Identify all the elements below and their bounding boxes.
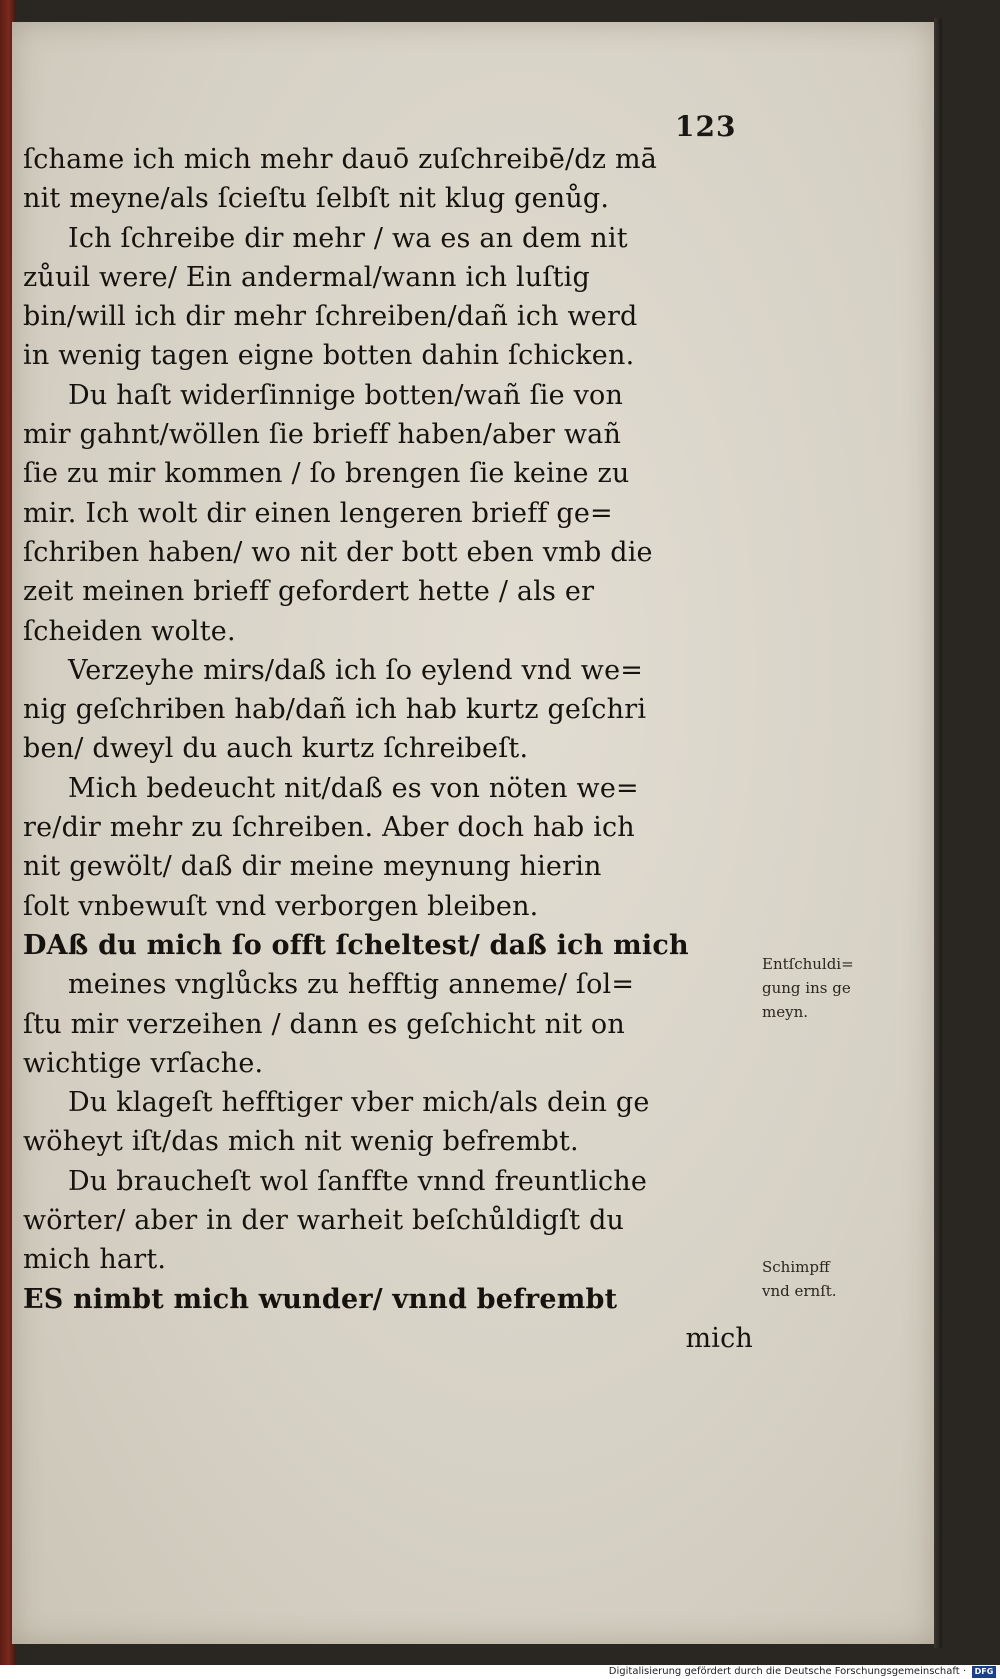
text-line: wöheyt iſt/das mich nit wenig befrembt. [23, 1126, 579, 1158]
text-line: meines vnglůcks zu hefftig anneme/ ſol= [68, 969, 635, 1001]
text-line: zeit meinen brieff gefordert hette / als er [23, 576, 595, 608]
text-line: ben/ dweyl du auch kurtz ſchreibeſt. [23, 733, 529, 765]
margin-note-line: vnd ernſt. [762, 1282, 837, 1300]
margin-note-line: Schimpff [762, 1258, 830, 1276]
text-line: ES nimbt mich wunder/ vnnd befrembt [23, 1283, 618, 1315]
text-line: mich hart. [23, 1244, 167, 1276]
text-line: Mich bedeucht nit/daß es von nöten we= [68, 772, 639, 804]
dfg-logo: DFG [972, 1666, 996, 1678]
text-line: ſie zu mir kommen / ſo brengen ſie keine zu [23, 458, 630, 490]
margin-note-line: Entſchuldi= [762, 955, 854, 973]
text-line: bin/will ich dir mehr ſchreiben/dañ ich werd [23, 301, 638, 333]
margin-note-schimpff [762, 1255, 902, 1303]
text-line: mich [685, 1322, 753, 1354]
text-line: ſcheiden wolte. [23, 615, 236, 647]
text-line: Du klageſt hefftiger vber mich/als dein ge [68, 1087, 650, 1119]
text-line: mir. Ich wolt dir einen lengeren brieff ge= [23, 497, 613, 529]
text-line: mir gahnt/wöllen ſie brieff haben/aber wañ [23, 419, 622, 451]
text-line: in wenig tagen eigne botten dahin ſchicken. [23, 340, 635, 372]
page-number: 123 [675, 110, 737, 143]
text-line: wichtige vrſache. [23, 1047, 264, 1079]
margin-note-entschuldigung [762, 952, 902, 1024]
text-line: nit gewölt/ daß dir meine meynung hierin [23, 851, 602, 883]
footer-credit: Digitalisierung gefördert durch die Deutsche Forschungsgemeinschaft · [608, 1666, 966, 1677]
text-line: DAß du mich ſo offt ſcheltest/ daß ich mich [23, 929, 689, 961]
text-line: ſolt vnbewuſt vnd verborgen bleiben. [23, 890, 539, 922]
text-line: re/dir mehr zu ſchreiben. Aber doch hab ich [23, 812, 635, 844]
text-line: Ich ſchreibe dir mehr / wa es an dem nit [68, 222, 628, 254]
text-line: Du haſt widerſinnige botten/wañ ſie von [68, 379, 624, 411]
body-text [23, 140, 753, 1358]
text-line: Du braucheſt wol ſanffte vnnd freuntliche [68, 1165, 648, 1197]
text-line: ſchame ich mich mehr dauō zuſchreibē/dz mā [23, 144, 658, 175]
text-line: ſchriben haben/ wo nit der bott eben vmb die [23, 536, 653, 568]
text-line: wörter/ aber in der warheit beſchůldigſt du [23, 1205, 625, 1237]
text-line: ſtu mir verzeihen / dann es geſchicht nit on [23, 1008, 625, 1040]
text-line: zůuil were/ Ein andermal/wann ich luſtig [23, 261, 590, 293]
text-line: Verzeyhe mirs/daß ich ſo eylend vnd we= [68, 654, 644, 686]
page-edge [934, 18, 942, 1648]
margin-note-line: meyn. [762, 1003, 809, 1021]
text-line: nig geſchriben hab/dañ ich hab kurtz geſchri [23, 694, 647, 726]
text-line: nit meyne/als ſcieſtu ſelbſt nit klug genůg. [23, 183, 610, 215]
margin-note-line: gung ins ge [762, 979, 851, 997]
